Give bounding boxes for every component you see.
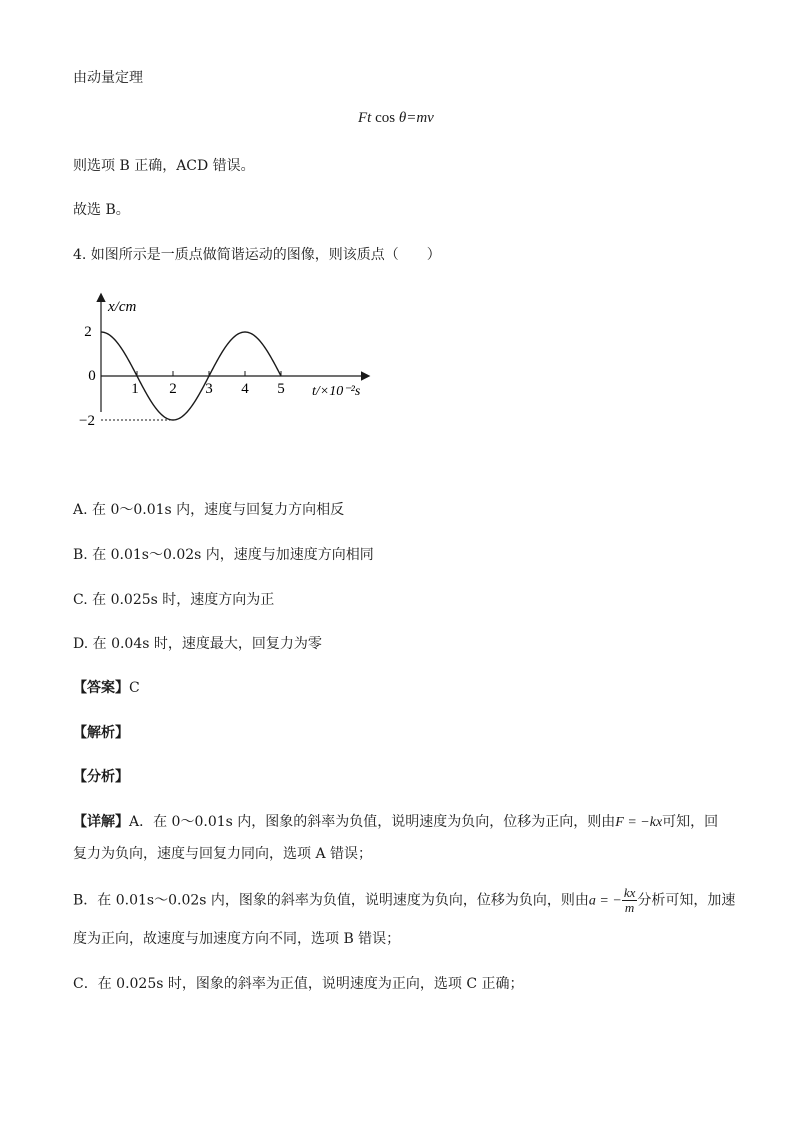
x-tick-label-2: 2 bbox=[169, 381, 177, 397]
detail-a-line2: 复力为负向，速度与回复力同向，选项 A 错误； bbox=[73, 846, 373, 862]
option-a: A. 在 0～0.01s 内，速度与回复力方向相反 bbox=[73, 502, 345, 518]
question-4: 4. 如图所示是一质点做简谐运动的图像，则该质点（ ） bbox=[73, 247, 441, 263]
formula-accel-fraction bbox=[622, 886, 638, 915]
formula-hooke: F = −kx bbox=[615, 815, 663, 830]
answer-tag: 【答案】 bbox=[73, 680, 129, 696]
x-tick-label-1: 1 bbox=[131, 381, 139, 397]
shm-graph bbox=[79, 292, 382, 442]
x-tick-label-4: 4 bbox=[241, 381, 249, 397]
text-momentum-theorem: 由动量定理 bbox=[73, 70, 143, 86]
formula-accel-lhs: a = − bbox=[588, 893, 622, 909]
option-c: C. 在 0.025s 时，速度方向为正 bbox=[73, 592, 275, 608]
fraction-denominator: m bbox=[624, 900, 635, 915]
detail-b-text: B．在 0.01s～0.02s 内，图象的斜率为负值，说明速度为负向，位移为负向，则由 bbox=[73, 892, 589, 909]
text-conclusion-b: 则选项 B 正确，ACD 错误。 bbox=[73, 158, 255, 174]
detail-a-text: A．在 0～0.01s 内，图象的斜率为负值，说明速度为负向，位移为正向，则由 bbox=[129, 814, 616, 830]
detail-a-line1 bbox=[73, 812, 718, 833]
y-tick-0: 0 bbox=[88, 368, 96, 384]
fraction-numerator: kx bbox=[623, 885, 636, 900]
answer-value: C bbox=[129, 680, 140, 696]
fenxi-tag: 【分析】 bbox=[73, 769, 129, 785]
detail-b-line1 bbox=[73, 886, 735, 915]
detail-tag: 【详解】 bbox=[73, 814, 129, 830]
detail-b-text-end: 分析可知，加速 bbox=[637, 892, 736, 909]
y-tick-neg2: −2 bbox=[79, 413, 95, 429]
formula-momentum: Ft cos θ=mv bbox=[358, 110, 434, 126]
detail-c-line: C．在 0.025s 时，图象的斜率为正值，说明速度为正向，选项 C 正确； bbox=[73, 976, 524, 992]
y-tick-2: 2 bbox=[84, 324, 92, 340]
detail-b-line2: 度为正向，故速度与加速度方向不同，选项 B 错误； bbox=[73, 931, 401, 947]
answer-line bbox=[73, 678, 140, 698]
x-axis-label: t/×10⁻²s bbox=[312, 384, 361, 399]
text-choose-b: 故选 B。 bbox=[73, 202, 130, 218]
option-d: D. 在 0.04s 时，速度最大，回复力为零 bbox=[73, 636, 322, 652]
y-axis-label: x/cm bbox=[108, 299, 137, 315]
detail-a-text-end: 可知，回 bbox=[662, 814, 719, 830]
analysis-tag: 【解析】 bbox=[73, 725, 129, 741]
x-tick-label-5: 5 bbox=[277, 381, 285, 397]
x-tick-label-3: 3 bbox=[205, 381, 213, 397]
option-b: B. 在 0.01s～0.02s 内，速度与加速度方向相同 bbox=[73, 547, 374, 563]
